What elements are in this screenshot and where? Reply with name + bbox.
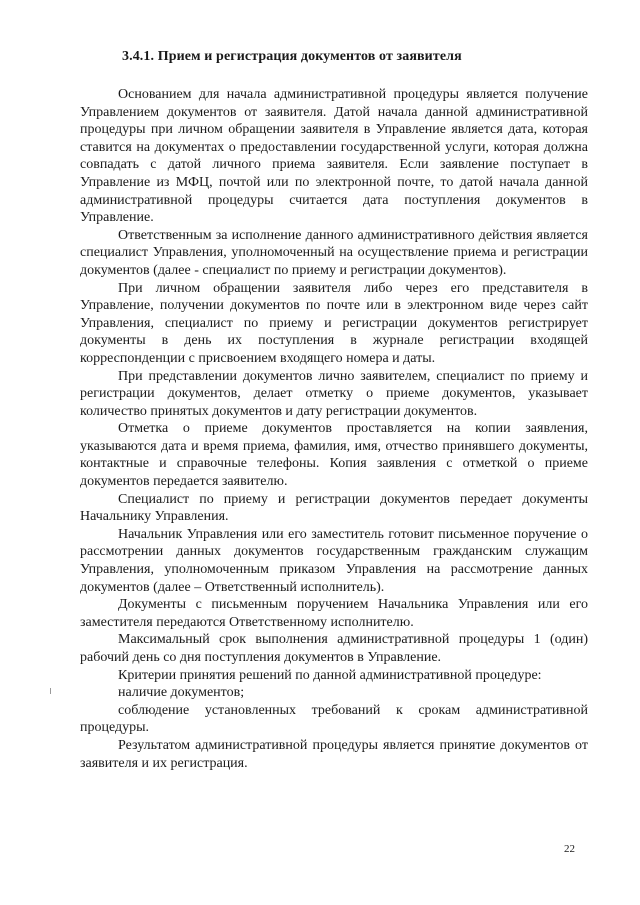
paragraph-max-duration: Максимальный срок выполнения административной процедуры 1 (один) рабочий день со дня поступления документов в Управление. (80, 632, 588, 665)
paragraph-basis: Основанием для начала административной процедуры является получение Управлением документов от заявителя. Датой начала данной административной процедуры при личном обращении заявителя в Управление является дата, которая ставится на документах о предоставлении государственной услуги, которая должна совпадать с датой личного приема заявителя. Если заявление поступает в Управление из МФЦ, почтой или по электронной почте, то датой начала данной административной процедуры считается дата поступления документов в Управление. (80, 87, 588, 226)
page-number: 22 (564, 843, 575, 855)
paragraph-receipt-mark: Отметка о приеме документов проставляется на копии заявления, указываются дата и время приема, фамилия, имя, отчество принявшего документы, контактные и справочные телефоны. Копия заявления с отметкой о приеме документов передается заявителю. (80, 421, 588, 490)
section-heading: 3.4.1. Прием и регистрация документов от заявителя (122, 49, 462, 64)
paragraph-transfer-to-executor: Документы с письменным поручением Начальника Управления или его заместителя передаются Ответственному исполнителю. (80, 597, 588, 630)
paragraph-decision-criteria: Критерии принятия решений по данной административной процедуре: (118, 667, 542, 683)
paragraph-result: Результатом административной процедуры является принятие документов от заявителя и их регистрация. (80, 737, 588, 771)
paragraph-personal-appeal: При личном обращении заявителя либо через его представителя в Управление, получении документов по почте или в электронном виде через сайт Управления, специалист по приему и регистрации документов регистрирует документы в день их поступления в журнале регистрации входящей корреспонденции с присвоением входящего номера и даты. (80, 280, 588, 366)
scan-margin-mark (50, 688, 51, 694)
paragraph-criterion-deadlines: соблюдение установленных требований к срокам административной процедуры. (80, 702, 588, 736)
paragraph-transfer-to-head: Специалист по приему и регистрации документов передает документы Начальнику Управления. (80, 491, 588, 525)
paragraph-personal-submission: При представлении документов лично заявителем, специалист по приему и регистрации документов, делает отметку о приеме документов, указывает количество принятых документов и дату регистрации документов. (80, 368, 588, 419)
paragraph-responsible: Ответственным за исполнение данного административного действия является специалист Управления, уполномоченный на осуществление приема и регистрации документов (далее - специалист по приему и регистрации документов). (80, 227, 588, 278)
paragraph-head-instruction: Начальник Управления или его заместитель готовит письменное поручение о рассмотрении данных документов государственным гражданским служащим Управления, уполномоченным приказом Управления на рассмотрение данных документов (далее – Ответственный исполнитель). (80, 526, 588, 595)
document-body (80, 86, 588, 772)
paragraph-criterion-documents: наличие документов; (118, 685, 245, 701)
